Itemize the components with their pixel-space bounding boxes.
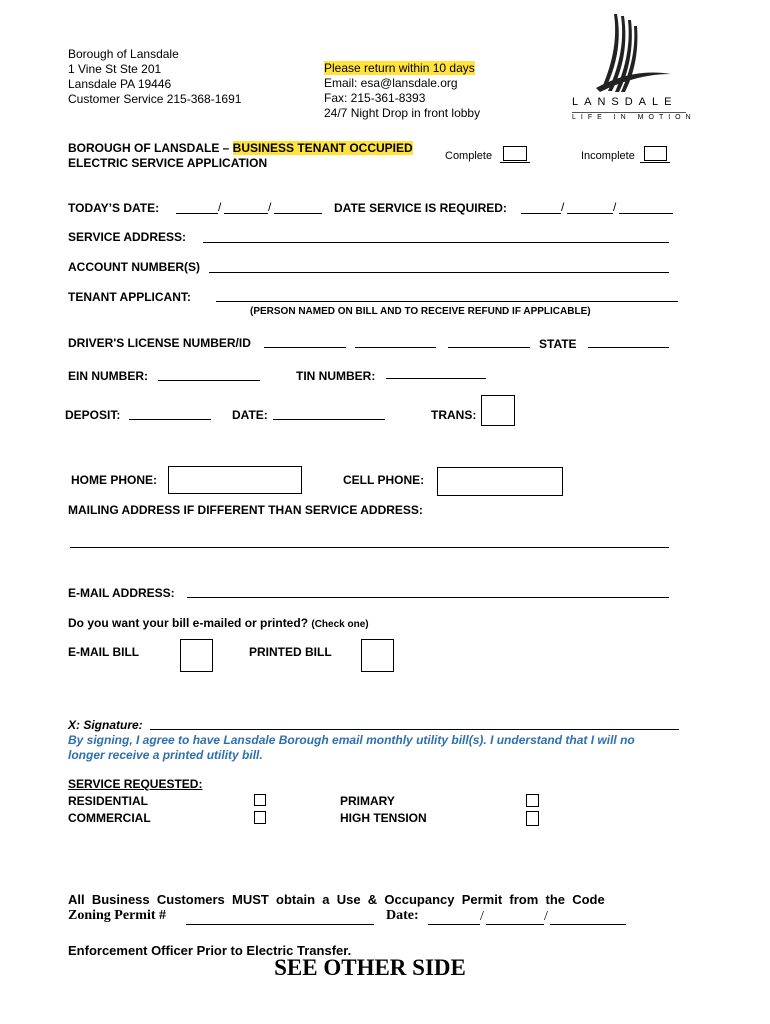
return-info <box>324 61 480 121</box>
service-requested-heading: SERVICE REQUESTED: <box>68 777 203 791</box>
contact-fax: Fax: 215-361-8393 <box>324 91 426 105</box>
high-tension-checkbox[interactable] <box>526 811 539 826</box>
zoning-date-year-input[interactable] <box>550 924 626 925</box>
residential-label: RESIDENTIAL <box>68 794 149 808</box>
state-label: STATE <box>539 337 577 351</box>
account-numbers-label: ACCOUNT NUMBER(S) <box>68 260 200 274</box>
service-address-input[interactable] <box>203 242 669 243</box>
todays-date-month-input[interactable] <box>176 213 218 214</box>
date-required-label: DATE SERVICE IS REQUIRED: <box>334 201 507 215</box>
bill-preference-hint: (Check one) <box>311 619 369 630</box>
mailing-address-input[interactable] <box>70 547 669 548</box>
drivers-license-input-3[interactable] <box>448 347 530 348</box>
occupancy-notice-line2: Enforcement Officer Prior to Electric Transfer. <box>68 943 352 958</box>
zoning-date-label: Date: <box>386 908 419 923</box>
tenant-applicant-input[interactable] <box>216 301 678 302</box>
drivers-license-input-1[interactable] <box>264 347 346 348</box>
commercial-label: COMMERCIAL <box>68 811 151 825</box>
state-input[interactable] <box>588 347 669 348</box>
signature-label: X: Signature: <box>68 718 143 732</box>
trans-input[interactable] <box>481 395 515 426</box>
complete-label: Complete <box>445 150 493 162</box>
deposit-date-input[interactable] <box>273 419 385 420</box>
form-title <box>68 141 413 171</box>
incomplete-checkbox[interactable] <box>644 146 667 161</box>
date-required-day-input[interactable] <box>567 213 613 214</box>
zoning-permit-label: Zoning Permit # <box>68 908 166 923</box>
todays-date-year-input[interactable] <box>274 213 322 214</box>
date-required-year-input[interactable] <box>619 213 673 214</box>
email-bill-checkbox[interactable] <box>180 639 213 672</box>
zoning-date-day-input[interactable] <box>486 924 544 925</box>
address-line-street: 1 Vine St Ste 201 <box>68 62 162 76</box>
trans-label: TRANS: <box>431 408 477 422</box>
bill-preference-question: Do you want your bill e-mailed or printed? (Check one) <box>68 616 369 630</box>
todays-date-label: TODAY’S DATE: <box>68 201 160 215</box>
return-notice: Please return within 10 days <box>324 61 475 75</box>
email-address-input[interactable] <box>187 597 669 598</box>
signature-disclaimer-line2: longer receive a printed utility bill. <box>68 748 263 762</box>
contact-email: Email: esa@lansdale.org <box>324 76 458 90</box>
high-tension-label: HIGH TENSION <box>340 811 427 825</box>
email-bill-label: E-MAIL BILL <box>68 645 140 659</box>
service-address-label: SERVICE ADDRESS: <box>68 230 187 244</box>
date-required-month-input[interactable] <box>521 213 561 214</box>
ein-input[interactable] <box>158 380 260 381</box>
address-line-phone: Customer Service 215-368-1691 <box>68 92 242 106</box>
logo-tagline: LIFE IN MOTION <box>572 114 696 121</box>
mailing-address-label: MAILING ADDRESS IF DIFFERENT THAN SERVICE ADDRESS: <box>68 503 423 517</box>
logo-swoosh-icon <box>566 12 691 97</box>
title-prefix: BOROUGH OF LANSDALE – <box>68 141 233 155</box>
title-line2: ELECTRIC SERVICE APPLICATION <box>68 156 268 170</box>
deposit-input[interactable] <box>129 419 211 420</box>
tin-input[interactable] <box>386 378 486 379</box>
address-line-city: Lansdale PA 19446 <box>68 77 172 91</box>
deposit-date-label: DATE: <box>232 408 268 422</box>
cell-phone-label: CELL PHONE: <box>343 473 425 487</box>
residential-checkbox[interactable] <box>254 794 266 806</box>
signature-disclaimer-line1: By signing, I agree to have Lansdale Borough email monthly utility bill(s). I understand that I will no <box>68 733 635 747</box>
todays-date-day-input[interactable] <box>224 213 268 214</box>
occupancy-notice-line1: All Business Customers MUST obtain a Use & Occupancy Permit from the Code <box>68 892 605 907</box>
drivers-license-input-2[interactable] <box>355 347 436 348</box>
contact-night-drop: 24/7 Night Drop in front lobby <box>324 106 481 120</box>
commercial-checkbox[interactable] <box>254 811 266 824</box>
logo-name: LANSDALE <box>572 96 678 108</box>
tenant-applicant-label: TENANT APPLICANT: <box>68 290 191 304</box>
printed-bill-checkbox[interactable] <box>361 639 394 672</box>
ein-label: EIN NUMBER: <box>68 369 148 383</box>
tin-label: TIN NUMBER: <box>296 369 376 383</box>
home-phone-input[interactable] <box>168 466 302 494</box>
home-phone-label: HOME PHONE: <box>71 473 158 487</box>
address-line-name: Borough of Lansdale <box>68 47 179 61</box>
see-other-side: SEE OTHER SIDE <box>274 955 466 980</box>
zoning-permit-input[interactable] <box>186 924 374 925</box>
title-highlight: BUSINESS TENANT OCCUPIED <box>232 141 413 155</box>
drivers-license-label: DRIVER'S LICENSE NUMBER/ID <box>68 336 251 350</box>
lansdale-logo <box>566 12 696 124</box>
signature-input[interactable] <box>150 729 679 730</box>
complete-checkbox[interactable] <box>503 146 527 161</box>
email-address-label: E-MAIL ADDRESS: <box>68 586 175 600</box>
incomplete-label: Incomplete <box>581 150 635 162</box>
account-numbers-input[interactable] <box>209 272 669 273</box>
borough-address <box>68 47 241 107</box>
cell-phone-input[interactable] <box>437 467 563 496</box>
deposit-label: DEPOSIT: <box>65 408 121 422</box>
primary-label: PRIMARY <box>340 794 395 808</box>
primary-checkbox[interactable] <box>526 794 539 807</box>
zoning-date-month-input[interactable] <box>428 924 480 925</box>
tenant-note: (PERSON NAMED ON BILL AND TO RECEIVE REFUND IF APPLICABLE) <box>250 306 591 317</box>
printed-bill-label: PRINTED BILL <box>249 645 332 659</box>
